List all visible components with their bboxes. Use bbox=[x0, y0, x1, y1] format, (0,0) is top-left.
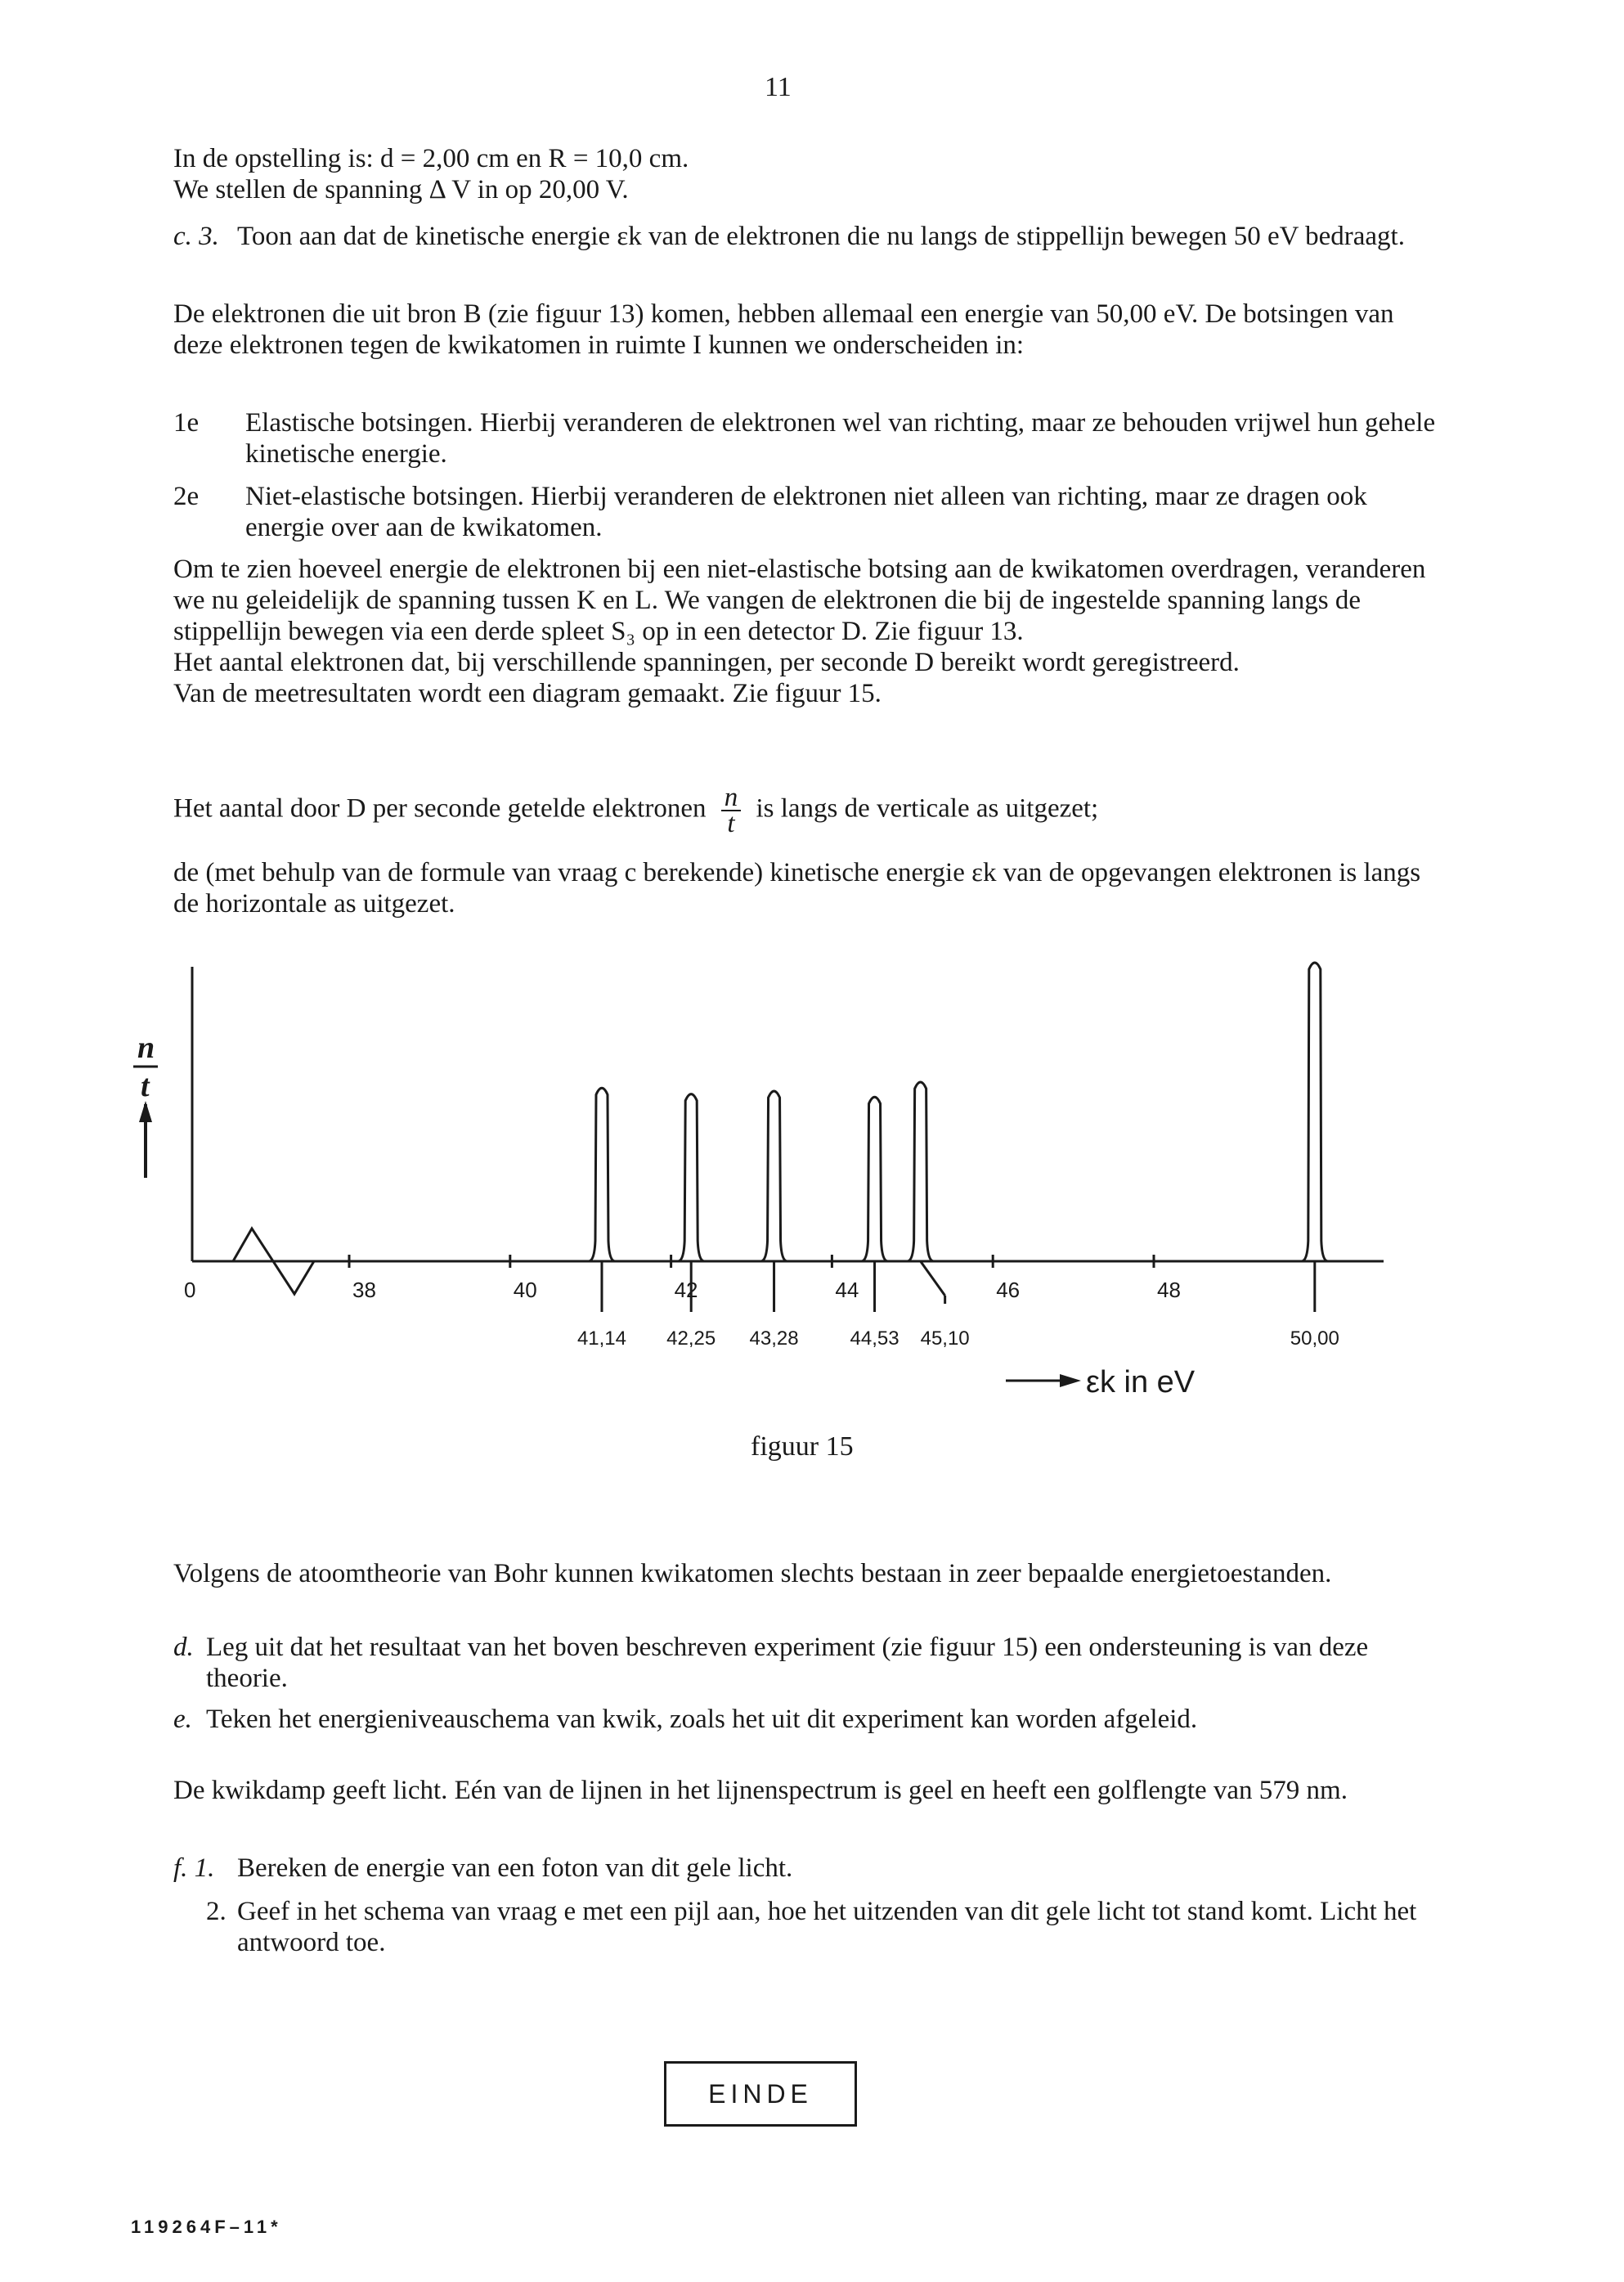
figure-caption: figuur 15 bbox=[751, 1431, 854, 1462]
axis-vertical-paragraph bbox=[173, 785, 1449, 836]
collision-1-label: 1e bbox=[173, 408, 200, 438]
peak-2 bbox=[761, 1091, 787, 1261]
diagram-text: Van de meetresultaten wordt een diagram gemaakt. Zie figuur 15. bbox=[173, 679, 882, 708]
peak-3 bbox=[862, 1097, 888, 1261]
axis-horizontal-paragraph bbox=[173, 857, 1449, 919]
light-paragraph bbox=[173, 1775, 1449, 1806]
axis-v-before: Het aantal door D per seconde getelde elektronen bbox=[173, 793, 707, 824]
setup-paragraph bbox=[173, 143, 1449, 205]
question-f1-label: f. 1. bbox=[173, 1853, 215, 1883]
peak-label-0: 41,14 bbox=[576, 1327, 627, 1350]
question-e-text: Teken het energieniveauschema van kwik, zoals het uit dit experiment kan worden afgeleid. bbox=[206, 1705, 1198, 1734]
collision-2-text: Niet-elastische botsingen. Hierbij veranderen de elektronen niet alleen van richting, maar ze dragen ook energie over aan de kwikatomen. bbox=[245, 482, 1367, 542]
collision-2-label: 2e bbox=[173, 482, 200, 511]
question-d bbox=[173, 1632, 1449, 1694]
tick-label-0: 0 bbox=[184, 1278, 196, 1302]
bohr-text: Volgens de atoomtheorie van Bohr kunnen kwikatomen slechts bestaan in zeer bepaalde energietoestanden. bbox=[173, 1559, 1332, 1588]
collision-item-2 bbox=[173, 481, 1449, 543]
question-f1 bbox=[173, 1853, 1449, 1884]
peak-group bbox=[577, 963, 1339, 1350]
frac-denominator: t bbox=[727, 809, 735, 838]
frac-numerator: n bbox=[721, 785, 742, 811]
question-d-label: d. bbox=[173, 1633, 194, 1662]
peak-label-5: 50,00 bbox=[1290, 1327, 1339, 1350]
peak-1 bbox=[678, 1094, 704, 1261]
question-f2 bbox=[173, 1896, 1449, 1958]
peak-label-4: 45,10 bbox=[920, 1327, 970, 1350]
footer-code: 119264F–11* bbox=[131, 2217, 282, 2237]
setup-line-2: We stellen de spanning Δ V in op 20,00 V. bbox=[173, 175, 629, 204]
peak-label-1: 42,25 bbox=[666, 1327, 716, 1350]
figure-15 bbox=[0, 941, 1624, 1497]
question-f1-text: Bereken de energie van een foton van dit gele licht. bbox=[237, 1853, 793, 1883]
collision-item-1 bbox=[173, 407, 1449, 469]
tick-label-46: 46 bbox=[996, 1278, 1021, 1302]
x-axis-label: εk in eV bbox=[1086, 1365, 1196, 1399]
figure-15-chart bbox=[0, 941, 1624, 1497]
measure-paragraph bbox=[173, 554, 1449, 709]
y-axis-label-den: t bbox=[141, 1069, 150, 1103]
peak-label-2: 43,28 bbox=[749, 1327, 799, 1350]
question-c3 bbox=[173, 221, 1449, 252]
light-text: De kwikdamp geeft licht. Eén van de lijnen in het lijnenspectrum is geel en heeft een golflengte van 579 nm. bbox=[173, 1776, 1348, 1805]
peak-5 bbox=[1302, 963, 1328, 1261]
electrons-text: De elektronen die uit bron B (zie figuur 13) komen, hebben allemaal een energie van 50,00 eV. De botsingen van deze elektronen tegen de kwikatomen in ruimte I kunnen we onderscheiden in: bbox=[173, 299, 1394, 360]
question-f2-text: Geef in het schema van vraag e met een pijl aan, hoe het uitzenden van dit gele licht tot stand komt. Licht het antwoord toe. bbox=[237, 1897, 1417, 1957]
axis-h-text: de (met behulp van de formule van vraag c berekende) kinetische energie εk van de opgevangen elektronen is langs de horizontale as uitgezet. bbox=[173, 858, 1421, 919]
peak-marker-4 bbox=[921, 1261, 945, 1296]
question-e-label: e. bbox=[173, 1705, 192, 1734]
measure-text: Om te zien hoeveel energie de elektronen bij een niet-elastische botsing aan de kwikatomen overdragen, veranderen we nu geleidelijk de spanning tussen K en L. We vangen de elektronen die bij de ingestelde spanning langs de stippellijn bewegen via een derde spleet S₃ op in een detector D. Zie figuur 13. bbox=[173, 555, 1426, 646]
y-axis-label-arrow-head bbox=[139, 1101, 152, 1122]
question-c3-label: c. 3. bbox=[173, 222, 219, 251]
tick-label-40: 40 bbox=[513, 1278, 537, 1302]
peak-4 bbox=[908, 1082, 934, 1261]
tick-label-38: 38 bbox=[352, 1278, 376, 1302]
end-label: EINDE bbox=[708, 2078, 813, 2109]
count-text: Het aantal elektronen dat, bij verschillende spanningen, per seconde D bereikt wordt geregistreerd. bbox=[173, 648, 1240, 677]
question-f2-label: 2. bbox=[206, 1897, 227, 1926]
question-c3-text: Toon aan dat de kinetische energie εk van de elektronen die nu langs de stippellijn bewegen 50 eV bedraagt. bbox=[237, 222, 1405, 251]
tick-label-48: 48 bbox=[1157, 1278, 1181, 1302]
axis-v-after: is langs de verticale as uitgezet; bbox=[756, 793, 1099, 824]
tick-label-42: 42 bbox=[674, 1278, 698, 1302]
bohr-paragraph bbox=[173, 1558, 1449, 1589]
page-number: 11 bbox=[765, 72, 792, 102]
n-over-t-fraction bbox=[721, 785, 742, 836]
peak-0 bbox=[589, 1088, 615, 1261]
x-axis-label-arrow-head bbox=[1060, 1374, 1081, 1387]
setup-line-1: In de opstelling is: d = 2,00 cm en R = 10,0 cm. bbox=[173, 144, 689, 173]
end-box bbox=[664, 2061, 857, 2127]
peak-label-3: 44,53 bbox=[850, 1327, 899, 1350]
collision-1-text: Elastische botsingen. Hierbij veranderen de elektronen wel van richting, maar ze behouden vrijwel hun gehele kinetische energie. bbox=[245, 408, 1436, 469]
electrons-paragraph bbox=[173, 299, 1449, 361]
question-e bbox=[173, 1704, 1449, 1735]
tick-label-44: 44 bbox=[835, 1278, 859, 1302]
question-d-text: Leg uit dat het resultaat van het boven beschreven experiment (zie figuur 15) een ondersteuning is van deze theorie. bbox=[206, 1633, 1369, 1693]
y-axis-label-num: n bbox=[137, 1031, 155, 1065]
